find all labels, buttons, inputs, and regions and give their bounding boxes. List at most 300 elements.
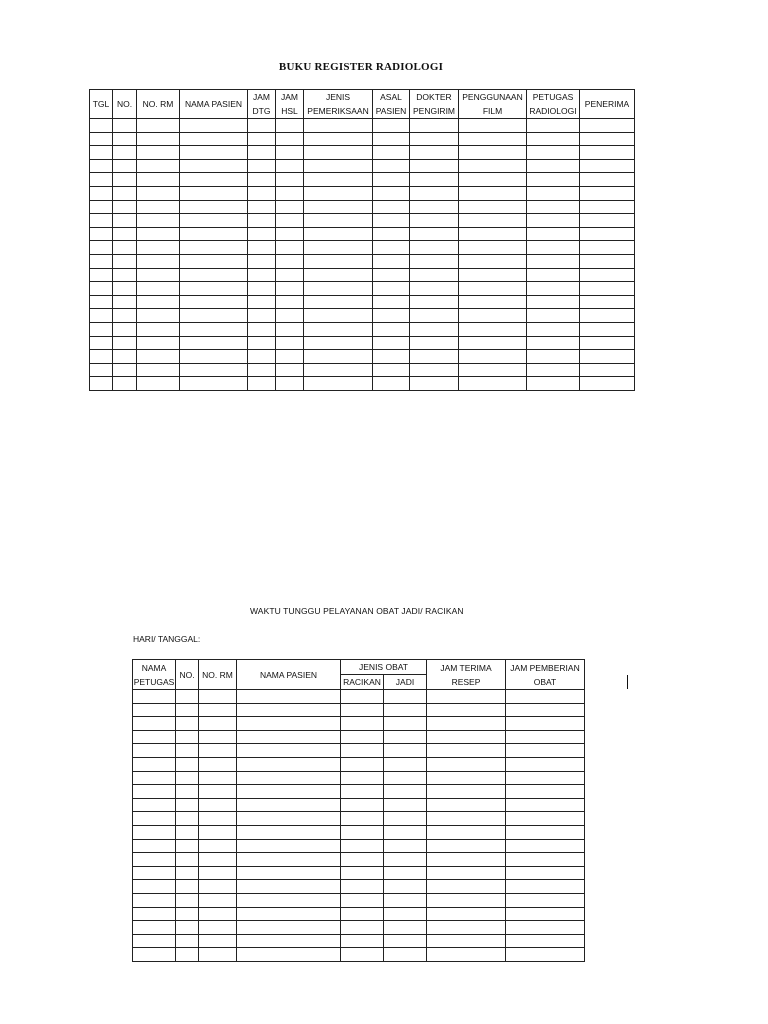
table-cell[interactable] bbox=[90, 214, 113, 228]
table-cell[interactable] bbox=[580, 363, 635, 377]
table-cell[interactable] bbox=[137, 322, 180, 336]
table-cell[interactable] bbox=[341, 825, 384, 839]
table-cell[interactable] bbox=[527, 132, 580, 146]
table-cell[interactable] bbox=[506, 948, 585, 962]
table-cell[interactable] bbox=[137, 159, 180, 173]
table-cell[interactable] bbox=[176, 853, 199, 867]
table-cell[interactable] bbox=[237, 893, 341, 907]
table-cell[interactable] bbox=[176, 771, 199, 785]
table-cell[interactable] bbox=[137, 254, 180, 268]
table-cell[interactable] bbox=[248, 268, 276, 282]
table-cell[interactable] bbox=[90, 336, 113, 350]
table-cell[interactable] bbox=[133, 785, 176, 799]
table-cell[interactable] bbox=[506, 703, 585, 717]
table-cell[interactable] bbox=[237, 907, 341, 921]
table-cell[interactable] bbox=[90, 309, 113, 323]
table-cell[interactable] bbox=[304, 227, 373, 241]
table-cell[interactable] bbox=[506, 825, 585, 839]
table-cell[interactable] bbox=[133, 717, 176, 731]
table-cell[interactable] bbox=[180, 146, 248, 160]
table-cell[interactable] bbox=[527, 146, 580, 160]
table-cell[interactable] bbox=[341, 893, 384, 907]
table-cell[interactable] bbox=[373, 377, 410, 391]
table-cell[interactable] bbox=[427, 730, 506, 744]
table-cell[interactable] bbox=[304, 350, 373, 364]
table-cell[interactable] bbox=[506, 880, 585, 894]
table-cell[interactable] bbox=[527, 363, 580, 377]
table-cell[interactable] bbox=[527, 295, 580, 309]
table-cell[interactable] bbox=[276, 363, 304, 377]
table-cell[interactable] bbox=[580, 309, 635, 323]
table-cell[interactable] bbox=[373, 309, 410, 323]
table-cell[interactable] bbox=[427, 703, 506, 717]
table-cell[interactable] bbox=[113, 119, 137, 133]
table-cell[interactable] bbox=[276, 350, 304, 364]
table-cell[interactable] bbox=[459, 268, 527, 282]
table-cell[interactable] bbox=[133, 921, 176, 935]
table-cell[interactable] bbox=[113, 309, 137, 323]
table-cell[interactable] bbox=[248, 200, 276, 214]
table-cell[interactable] bbox=[113, 350, 137, 364]
table-cell[interactable] bbox=[133, 812, 176, 826]
table-cell[interactable] bbox=[248, 282, 276, 296]
table-cell[interactable] bbox=[237, 785, 341, 799]
table-cell[interactable] bbox=[427, 690, 506, 704]
table-cell[interactable] bbox=[527, 119, 580, 133]
table-cell[interactable] bbox=[133, 798, 176, 812]
table-cell[interactable] bbox=[248, 119, 276, 133]
table-cell[interactable] bbox=[176, 798, 199, 812]
table-cell[interactable] bbox=[137, 241, 180, 255]
table-cell[interactable] bbox=[410, 268, 459, 282]
table-cell[interactable] bbox=[199, 880, 237, 894]
table-cell[interactable] bbox=[527, 186, 580, 200]
table-cell[interactable] bbox=[199, 866, 237, 880]
table-cell[interactable] bbox=[304, 322, 373, 336]
table-cell[interactable] bbox=[580, 227, 635, 241]
table-cell[interactable] bbox=[113, 363, 137, 377]
table-cell[interactable] bbox=[237, 921, 341, 935]
table-cell[interactable] bbox=[276, 186, 304, 200]
table-cell[interactable] bbox=[304, 377, 373, 391]
table-cell[interactable] bbox=[90, 241, 113, 255]
table-cell[interactable] bbox=[176, 690, 199, 704]
table-cell[interactable] bbox=[373, 200, 410, 214]
table-cell[interactable] bbox=[304, 309, 373, 323]
table-cell[interactable] bbox=[180, 241, 248, 255]
table-cell[interactable] bbox=[527, 350, 580, 364]
table-cell[interactable] bbox=[506, 839, 585, 853]
table-cell[interactable] bbox=[427, 907, 506, 921]
table-cell[interactable] bbox=[133, 839, 176, 853]
table-cell[interactable] bbox=[373, 186, 410, 200]
table-cell[interactable] bbox=[527, 268, 580, 282]
table-cell[interactable] bbox=[341, 730, 384, 744]
table-cell[interactable] bbox=[373, 241, 410, 255]
table-cell[interactable] bbox=[373, 363, 410, 377]
table-cell[interactable] bbox=[133, 757, 176, 771]
table-cell[interactable] bbox=[180, 309, 248, 323]
table-cell[interactable] bbox=[199, 907, 237, 921]
table-cell[interactable] bbox=[384, 853, 427, 867]
table-cell[interactable] bbox=[180, 268, 248, 282]
table-cell[interactable] bbox=[427, 934, 506, 948]
table-cell[interactable] bbox=[137, 363, 180, 377]
table-cell[interactable] bbox=[427, 757, 506, 771]
table-cell[interactable] bbox=[304, 336, 373, 350]
table-cell[interactable] bbox=[137, 336, 180, 350]
table-cell[interactable] bbox=[180, 159, 248, 173]
table-cell[interactable] bbox=[384, 730, 427, 744]
table-cell[interactable] bbox=[199, 839, 237, 853]
table-cell[interactable] bbox=[276, 336, 304, 350]
table-cell[interactable] bbox=[506, 907, 585, 921]
table-cell[interactable] bbox=[341, 798, 384, 812]
table-cell[interactable] bbox=[137, 282, 180, 296]
table-cell[interactable] bbox=[384, 825, 427, 839]
table-cell[interactable] bbox=[410, 186, 459, 200]
table-cell[interactable] bbox=[580, 159, 635, 173]
table-cell[interactable] bbox=[459, 336, 527, 350]
table-cell[interactable] bbox=[137, 309, 180, 323]
table-cell[interactable] bbox=[237, 703, 341, 717]
table-cell[interactable] bbox=[176, 907, 199, 921]
table-cell[interactable] bbox=[113, 377, 137, 391]
table-cell[interactable] bbox=[373, 282, 410, 296]
table-cell[interactable] bbox=[373, 119, 410, 133]
table-cell[interactable] bbox=[176, 717, 199, 731]
table-cell[interactable] bbox=[248, 295, 276, 309]
table-cell[interactable] bbox=[113, 227, 137, 241]
table-cell[interactable] bbox=[384, 744, 427, 758]
table-cell[interactable] bbox=[427, 853, 506, 867]
table-cell[interactable] bbox=[176, 921, 199, 935]
table-cell[interactable] bbox=[176, 825, 199, 839]
table-cell[interactable] bbox=[427, 948, 506, 962]
table-cell[interactable] bbox=[113, 132, 137, 146]
table-cell[interactable] bbox=[133, 690, 176, 704]
table-cell[interactable] bbox=[459, 132, 527, 146]
table-cell[interactable] bbox=[237, 866, 341, 880]
table-cell[interactable] bbox=[113, 186, 137, 200]
table-cell[interactable] bbox=[113, 173, 137, 187]
table-cell[interactable] bbox=[506, 812, 585, 826]
table-cell[interactable] bbox=[506, 785, 585, 799]
table-cell[interactable] bbox=[137, 146, 180, 160]
table-cell[interactable] bbox=[459, 227, 527, 241]
table-cell[interactable] bbox=[410, 350, 459, 364]
table-cell[interactable] bbox=[90, 322, 113, 336]
table-cell[interactable] bbox=[341, 812, 384, 826]
table-cell[interactable] bbox=[427, 771, 506, 785]
table-cell[interactable] bbox=[427, 744, 506, 758]
table-cell[interactable] bbox=[199, 934, 237, 948]
table-cell[interactable] bbox=[506, 921, 585, 935]
table-cell[interactable] bbox=[90, 254, 113, 268]
table-cell[interactable] bbox=[506, 771, 585, 785]
table-cell[interactable] bbox=[176, 880, 199, 894]
table-cell[interactable] bbox=[527, 254, 580, 268]
table-cell[interactable] bbox=[176, 703, 199, 717]
table-cell[interactable] bbox=[384, 893, 427, 907]
table-cell[interactable] bbox=[341, 703, 384, 717]
table-cell[interactable] bbox=[199, 948, 237, 962]
table-cell[interactable] bbox=[199, 690, 237, 704]
table-cell[interactable] bbox=[133, 853, 176, 867]
table-cell[interactable] bbox=[176, 757, 199, 771]
table-cell[interactable] bbox=[580, 377, 635, 391]
table-cell[interactable] bbox=[248, 377, 276, 391]
table-cell[interactable] bbox=[459, 295, 527, 309]
table-cell[interactable] bbox=[410, 336, 459, 350]
table-cell[interactable] bbox=[384, 690, 427, 704]
table-cell[interactable] bbox=[248, 336, 276, 350]
table-cell[interactable] bbox=[506, 798, 585, 812]
table-cell[interactable] bbox=[199, 771, 237, 785]
table-cell[interactable] bbox=[90, 119, 113, 133]
table-cell[interactable] bbox=[248, 186, 276, 200]
table-cell[interactable] bbox=[176, 785, 199, 799]
table-cell[interactable] bbox=[199, 785, 237, 799]
table-cell[interactable] bbox=[237, 839, 341, 853]
table-cell[interactable] bbox=[176, 934, 199, 948]
table-cell[interactable] bbox=[237, 880, 341, 894]
table-cell[interactable] bbox=[341, 866, 384, 880]
table-cell[interactable] bbox=[459, 350, 527, 364]
table-cell[interactable] bbox=[113, 254, 137, 268]
table-cell[interactable] bbox=[90, 200, 113, 214]
table-cell[interactable] bbox=[384, 703, 427, 717]
table-cell[interactable] bbox=[180, 254, 248, 268]
table-cell[interactable] bbox=[133, 866, 176, 880]
table-cell[interactable] bbox=[373, 132, 410, 146]
table-cell[interactable] bbox=[580, 119, 635, 133]
table-cell[interactable] bbox=[427, 866, 506, 880]
table-cell[interactable] bbox=[427, 785, 506, 799]
table-cell[interactable] bbox=[341, 744, 384, 758]
table-cell[interactable] bbox=[384, 866, 427, 880]
table-cell[interactable] bbox=[133, 907, 176, 921]
table-cell[interactable] bbox=[341, 921, 384, 935]
table-cell[interactable] bbox=[176, 948, 199, 962]
table-cell[interactable] bbox=[180, 282, 248, 296]
table-cell[interactable] bbox=[180, 200, 248, 214]
table-cell[interactable] bbox=[341, 690, 384, 704]
table-cell[interactable] bbox=[341, 839, 384, 853]
table-cell[interactable] bbox=[580, 214, 635, 228]
table-cell[interactable] bbox=[580, 186, 635, 200]
table-cell[interactable] bbox=[199, 757, 237, 771]
table-cell[interactable] bbox=[113, 241, 137, 255]
table-cell[interactable] bbox=[341, 717, 384, 731]
table-cell[interactable] bbox=[199, 921, 237, 935]
table-cell[interactable] bbox=[90, 186, 113, 200]
table-cell[interactable] bbox=[527, 309, 580, 323]
table-cell[interactable] bbox=[506, 934, 585, 948]
table-cell[interactable] bbox=[90, 377, 113, 391]
table-cell[interactable] bbox=[373, 268, 410, 282]
table-cell[interactable] bbox=[90, 146, 113, 160]
table-cell[interactable] bbox=[506, 690, 585, 704]
table-cell[interactable] bbox=[248, 309, 276, 323]
table-cell[interactable] bbox=[373, 336, 410, 350]
table-cell[interactable] bbox=[410, 282, 459, 296]
table-cell[interactable] bbox=[384, 934, 427, 948]
table-cell[interactable] bbox=[199, 812, 237, 826]
table-cell[interactable] bbox=[276, 159, 304, 173]
table-cell[interactable] bbox=[410, 377, 459, 391]
table-cell[interactable] bbox=[237, 853, 341, 867]
table-cell[interactable] bbox=[384, 757, 427, 771]
table-cell[interactable] bbox=[427, 717, 506, 731]
table-cell[interactable] bbox=[199, 825, 237, 839]
table-cell[interactable] bbox=[113, 214, 137, 228]
table-cell[interactable] bbox=[427, 880, 506, 894]
table-cell[interactable] bbox=[90, 132, 113, 146]
table-cell[interactable] bbox=[180, 377, 248, 391]
table-cell[interactable] bbox=[304, 363, 373, 377]
table-cell[interactable] bbox=[580, 132, 635, 146]
table-cell[interactable] bbox=[304, 241, 373, 255]
table-cell[interactable] bbox=[427, 798, 506, 812]
table-cell[interactable] bbox=[137, 186, 180, 200]
table-cell[interactable] bbox=[276, 173, 304, 187]
table-cell[interactable] bbox=[304, 146, 373, 160]
table-cell[interactable] bbox=[527, 159, 580, 173]
table-cell[interactable] bbox=[304, 282, 373, 296]
table-cell[interactable] bbox=[580, 241, 635, 255]
table-cell[interactable] bbox=[276, 200, 304, 214]
table-cell[interactable] bbox=[459, 377, 527, 391]
table-cell[interactable] bbox=[527, 377, 580, 391]
table-cell[interactable] bbox=[276, 227, 304, 241]
table-cell[interactable] bbox=[248, 132, 276, 146]
table-cell[interactable] bbox=[427, 921, 506, 935]
table-cell[interactable] bbox=[90, 363, 113, 377]
table-cell[interactable] bbox=[137, 295, 180, 309]
table-cell[interactable] bbox=[248, 173, 276, 187]
table-cell[interactable] bbox=[133, 703, 176, 717]
table-cell[interactable] bbox=[410, 200, 459, 214]
table-cell[interactable] bbox=[276, 254, 304, 268]
table-cell[interactable] bbox=[410, 254, 459, 268]
table-cell[interactable] bbox=[580, 350, 635, 364]
table-cell[interactable] bbox=[304, 200, 373, 214]
table-cell[interactable] bbox=[199, 798, 237, 812]
table-cell[interactable] bbox=[133, 771, 176, 785]
table-cell[interactable] bbox=[180, 350, 248, 364]
table-cell[interactable] bbox=[341, 934, 384, 948]
table-cell[interactable] bbox=[137, 173, 180, 187]
table-cell[interactable] bbox=[304, 132, 373, 146]
table-cell[interactable] bbox=[137, 214, 180, 228]
table-cell[interactable] bbox=[113, 322, 137, 336]
table-cell[interactable] bbox=[580, 200, 635, 214]
table-cell[interactable] bbox=[237, 771, 341, 785]
table-cell[interactable] bbox=[90, 227, 113, 241]
table-cell[interactable] bbox=[304, 186, 373, 200]
table-cell[interactable] bbox=[373, 254, 410, 268]
table-cell[interactable] bbox=[276, 132, 304, 146]
table-cell[interactable] bbox=[373, 214, 410, 228]
table-cell[interactable] bbox=[304, 295, 373, 309]
table-cell[interactable] bbox=[506, 717, 585, 731]
table-cell[interactable] bbox=[506, 866, 585, 880]
table-cell[interactable] bbox=[580, 282, 635, 296]
table-cell[interactable] bbox=[384, 798, 427, 812]
table-cell[interactable] bbox=[276, 214, 304, 228]
table-cell[interactable] bbox=[410, 146, 459, 160]
table-cell[interactable] bbox=[180, 186, 248, 200]
table-cell[interactable] bbox=[113, 295, 137, 309]
table-cell[interactable] bbox=[341, 880, 384, 894]
table-cell[interactable] bbox=[527, 200, 580, 214]
table-cell[interactable] bbox=[341, 785, 384, 799]
table-cell[interactable] bbox=[459, 159, 527, 173]
table-cell[interactable] bbox=[373, 173, 410, 187]
table-cell[interactable] bbox=[304, 254, 373, 268]
table-cell[interactable] bbox=[248, 254, 276, 268]
table-cell[interactable] bbox=[373, 350, 410, 364]
table-cell[interactable] bbox=[199, 730, 237, 744]
table-cell[interactable] bbox=[276, 309, 304, 323]
table-cell[interactable] bbox=[459, 173, 527, 187]
table-cell[interactable] bbox=[384, 907, 427, 921]
table-cell[interactable] bbox=[341, 907, 384, 921]
table-cell[interactable] bbox=[410, 295, 459, 309]
table-cell[interactable] bbox=[237, 948, 341, 962]
table-cell[interactable] bbox=[90, 173, 113, 187]
table-cell[interactable] bbox=[427, 812, 506, 826]
table-cell[interactable] bbox=[133, 744, 176, 758]
table-cell[interactable] bbox=[384, 839, 427, 853]
table-cell[interactable] bbox=[341, 771, 384, 785]
table-cell[interactable] bbox=[176, 893, 199, 907]
table-cell[interactable] bbox=[427, 825, 506, 839]
table-cell[interactable] bbox=[506, 893, 585, 907]
table-cell[interactable] bbox=[527, 214, 580, 228]
table-cell[interactable] bbox=[410, 241, 459, 255]
table-cell[interactable] bbox=[276, 268, 304, 282]
table-cell[interactable] bbox=[248, 227, 276, 241]
table-cell[interactable] bbox=[427, 839, 506, 853]
table-cell[interactable] bbox=[459, 241, 527, 255]
table-cell[interactable] bbox=[527, 227, 580, 241]
table-cell[interactable] bbox=[459, 214, 527, 228]
table-cell[interactable] bbox=[133, 948, 176, 962]
table-cell[interactable] bbox=[248, 350, 276, 364]
table-cell[interactable] bbox=[248, 146, 276, 160]
table-cell[interactable] bbox=[237, 744, 341, 758]
table-cell[interactable] bbox=[137, 132, 180, 146]
table-cell[interactable] bbox=[180, 214, 248, 228]
table-cell[interactable] bbox=[176, 839, 199, 853]
table-cell[interactable] bbox=[180, 363, 248, 377]
table-cell[interactable] bbox=[176, 866, 199, 880]
table-cell[interactable] bbox=[410, 322, 459, 336]
table-cell[interactable] bbox=[176, 730, 199, 744]
table-cell[interactable] bbox=[373, 295, 410, 309]
table-cell[interactable] bbox=[180, 119, 248, 133]
table-cell[interactable] bbox=[199, 893, 237, 907]
table-cell[interactable] bbox=[427, 893, 506, 907]
table-cell[interactable] bbox=[137, 200, 180, 214]
table-cell[interactable] bbox=[459, 200, 527, 214]
table-cell[interactable] bbox=[248, 159, 276, 173]
table-cell[interactable] bbox=[276, 377, 304, 391]
table-cell[interactable] bbox=[459, 254, 527, 268]
table-cell[interactable] bbox=[373, 227, 410, 241]
